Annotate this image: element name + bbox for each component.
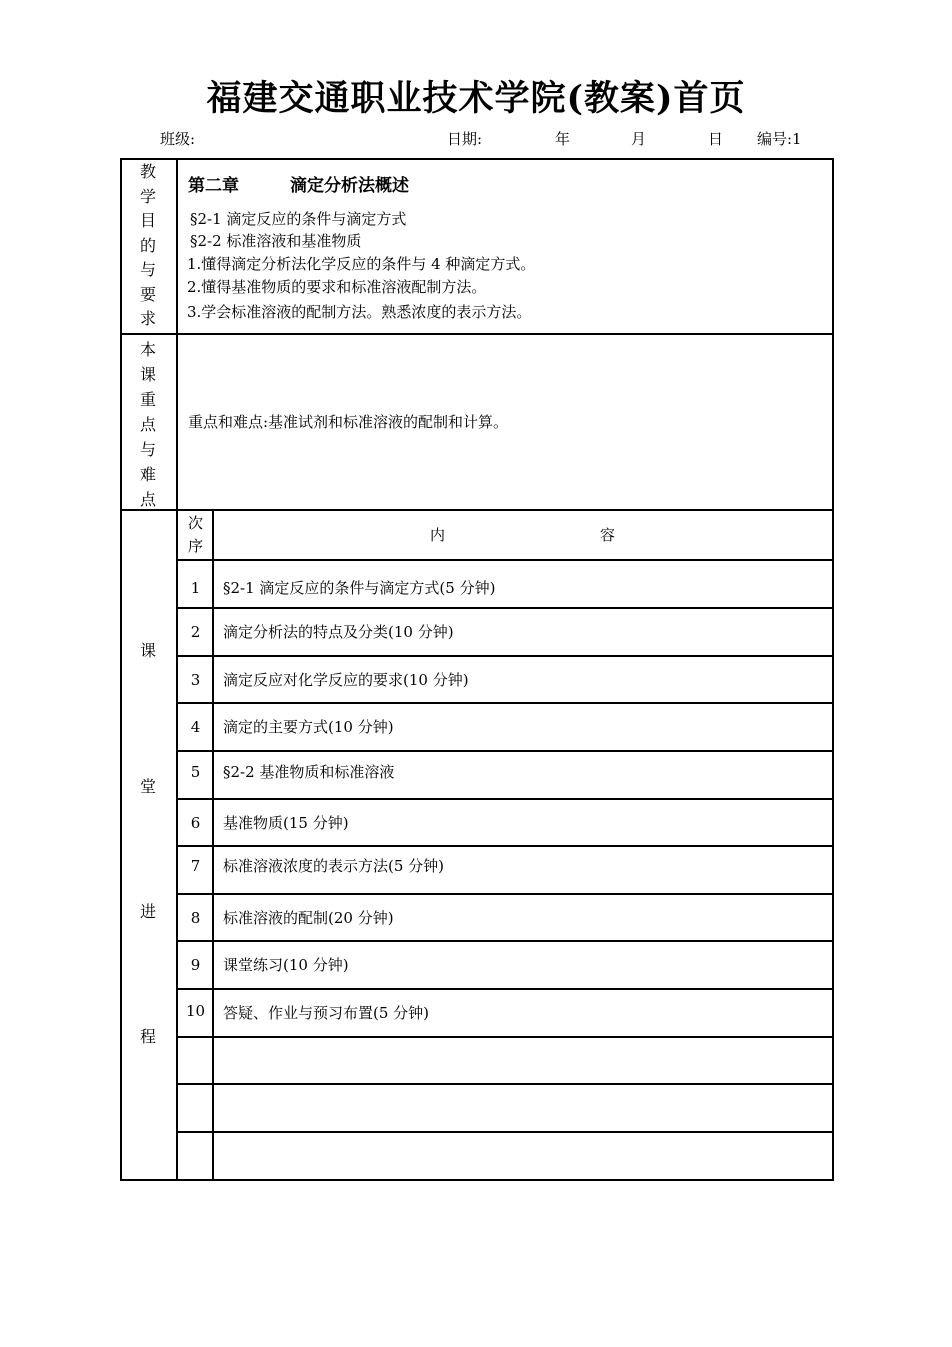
class-label: 班级: [160,130,196,148]
row-number: 10 [185,1002,206,1020]
row-number: 3 [190,671,201,689]
objectives-side-label [120,160,176,332]
month-label: 月 [631,130,647,148]
row-divider [178,1083,834,1085]
side-char: 点 [139,415,156,434]
order-header-char: 次 [187,514,203,532]
side-char: 本 [139,340,156,359]
process-side-char: 进 [139,902,156,921]
side-char: 与 [139,440,156,459]
row-content: 滴定的主要方式(10 分钟) [223,718,394,736]
row-number: 6 [190,814,201,832]
key-points-side-label [120,337,176,512]
row-number: 1 [190,579,201,597]
objective-line: 2.懂得基准物质的要求和标准溶液配制方法。 [187,278,487,296]
day-label: 日 [708,130,724,148]
row-number: 9 [190,956,201,974]
side-char: 课 [139,365,156,384]
date-label: 日期: [447,130,483,148]
side-char: 的 [139,235,156,255]
row-divider [178,1131,834,1133]
side-char: 要 [139,284,156,304]
year-label: 年 [555,130,571,148]
row-divider [178,750,834,752]
content-header-2: 容 [600,526,616,544]
row-divider [178,607,834,609]
row-content: §2-2 基准物质和标准溶液 [223,763,395,781]
chapter-title: 第二章 滴定分析法概述 [188,176,409,196]
row-divider [178,1036,834,1038]
objective-line: 1.懂得滴定分析法化学反应的条件与 4 种滴定方式。 [187,255,536,273]
process-side-char: 堂 [139,777,156,796]
process-side-char: 程 [139,1027,156,1046]
row-divider [178,559,834,561]
table-border [832,158,834,1181]
row-number: 2 [190,623,201,641]
row-divider [178,798,834,800]
row-divider [178,655,834,657]
row-divider [178,988,834,990]
side-char: 重 [139,390,156,409]
objective-line: 3.学会标准溶液的配制方法。熟悉浓度的表示方法。 [187,303,532,321]
row-number: 7 [190,857,201,875]
row-number: 8 [190,909,201,927]
section-divider [120,509,834,511]
key-points-text: 重点和难点:基准试剂和标准溶液的配制和计算。 [188,413,509,431]
row-divider [178,940,834,942]
table-border [120,1179,834,1181]
side-char: 点 [139,490,156,509]
row-content: 答疑、作业与预习布置(5 分钟) [223,1004,430,1022]
row-content: 标准溶液浓度的表示方法(5 分钟) [223,857,445,875]
number-label: 编号:1 [757,130,802,148]
content-header-1: 内 [430,526,446,544]
row-content: 滴定分析法的特点及分类(10 分钟) [223,623,454,641]
row-content: 标准溶液的配制(20 分钟) [223,909,394,927]
process-side-char: 课 [139,641,156,660]
row-divider [178,893,834,895]
row-divider [178,702,834,704]
row-content: §2-1 滴定反应的条件与滴定方式(5 分钟) [223,579,496,597]
page-title: 福建交通职业技术学院(教案)首页 [206,78,746,119]
section-divider [120,333,834,335]
lesson-plan-table [120,158,834,1181]
objective-line: §2-2 标准溶液和基准物质 [190,232,362,250]
side-char: 与 [139,260,156,279]
side-char: 难 [139,465,156,484]
side-char: 求 [139,309,156,328]
row-content: 课堂练习(10 分钟) [223,956,349,974]
row-divider [178,845,834,847]
row-content: 滴定反应对化学反应的要求(10 分钟) [223,671,469,689]
table-border [120,158,834,160]
row-number: 5 [190,763,201,781]
row-content: 基准物质(15 分钟) [223,814,349,832]
row-number: 4 [190,718,201,736]
side-char: 教 [139,162,156,181]
side-char: 目 [139,211,156,230]
order-header [178,512,213,558]
order-header-char: 序 [187,537,203,555]
side-char: 学 [139,186,156,206]
objective-line: §2-1 滴定反应的条件与滴定方式 [190,210,407,228]
